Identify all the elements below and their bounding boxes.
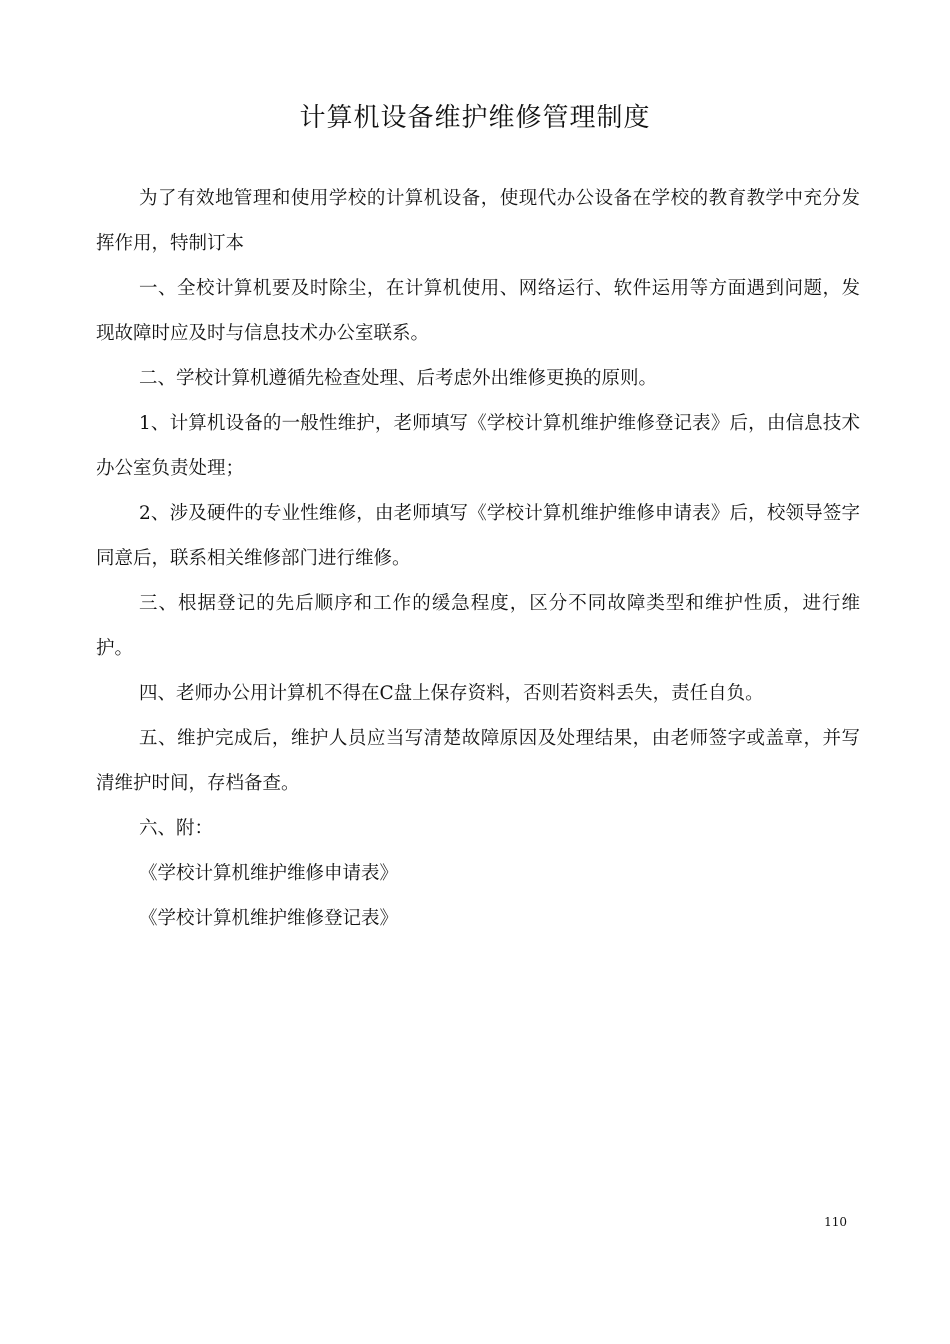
document-body [96, 176, 860, 941]
rule-2-item-1-paragraph: 1、计算机设备的一般性维护，老师填写《学校计算机维护维修登记表》后，由信息技术办公室负责处理； [96, 413, 860, 479]
rule-2-item-2-paragraph: 2、涉及硬件的专业性维修，由老师填写《学校计算机维护维修申请表》后，校领导签字同意后，联系相关维修部门进行维修。 [96, 503, 860, 569]
rule-6-paragraph: 六、附： [139, 818, 214, 839]
rule-4-paragraph: 四、老师办公用计算机不得在C盘上保存资料，否则若资料丢失，责任自负。 [139, 683, 764, 704]
page-number: 110 [824, 1215, 847, 1229]
rule-2-paragraph: 二、学校计算机遵循先检查处理、后考虑外出维修更换的原则。 [139, 368, 658, 389]
attachment-registration-form: 《学校计算机维护维修登记表》 [139, 908, 399, 929]
document-title: 计算机设备维护维修管理制度 [299, 103, 651, 133]
intro-paragraph: 为了有效地管理和使用学校的计算机设备，使现代办公设备在学校的教育教学中充分发挥作用，特制订本 [96, 188, 860, 254]
rule-5-paragraph: 五、维护完成后，维护人员应当写清楚故障原因及处理结果，由老师签字或盖章，并写清维护时间，存档备查。 [96, 728, 860, 794]
rule-1-paragraph: 一、全校计算机要及时除尘，在计算机使用、网络运行、软件运用等方面遇到问题，发现故障时应及时与信息技术办公室联系。 [96, 278, 860, 344]
rule-3-paragraph: 三、根据登记的先后顺序和工作的缓急程度，区分不同故障类型和维护性质，进行维护。 [96, 593, 860, 659]
attachment-application-form: 《学校计算机维护维修申请表》 [139, 863, 399, 884]
